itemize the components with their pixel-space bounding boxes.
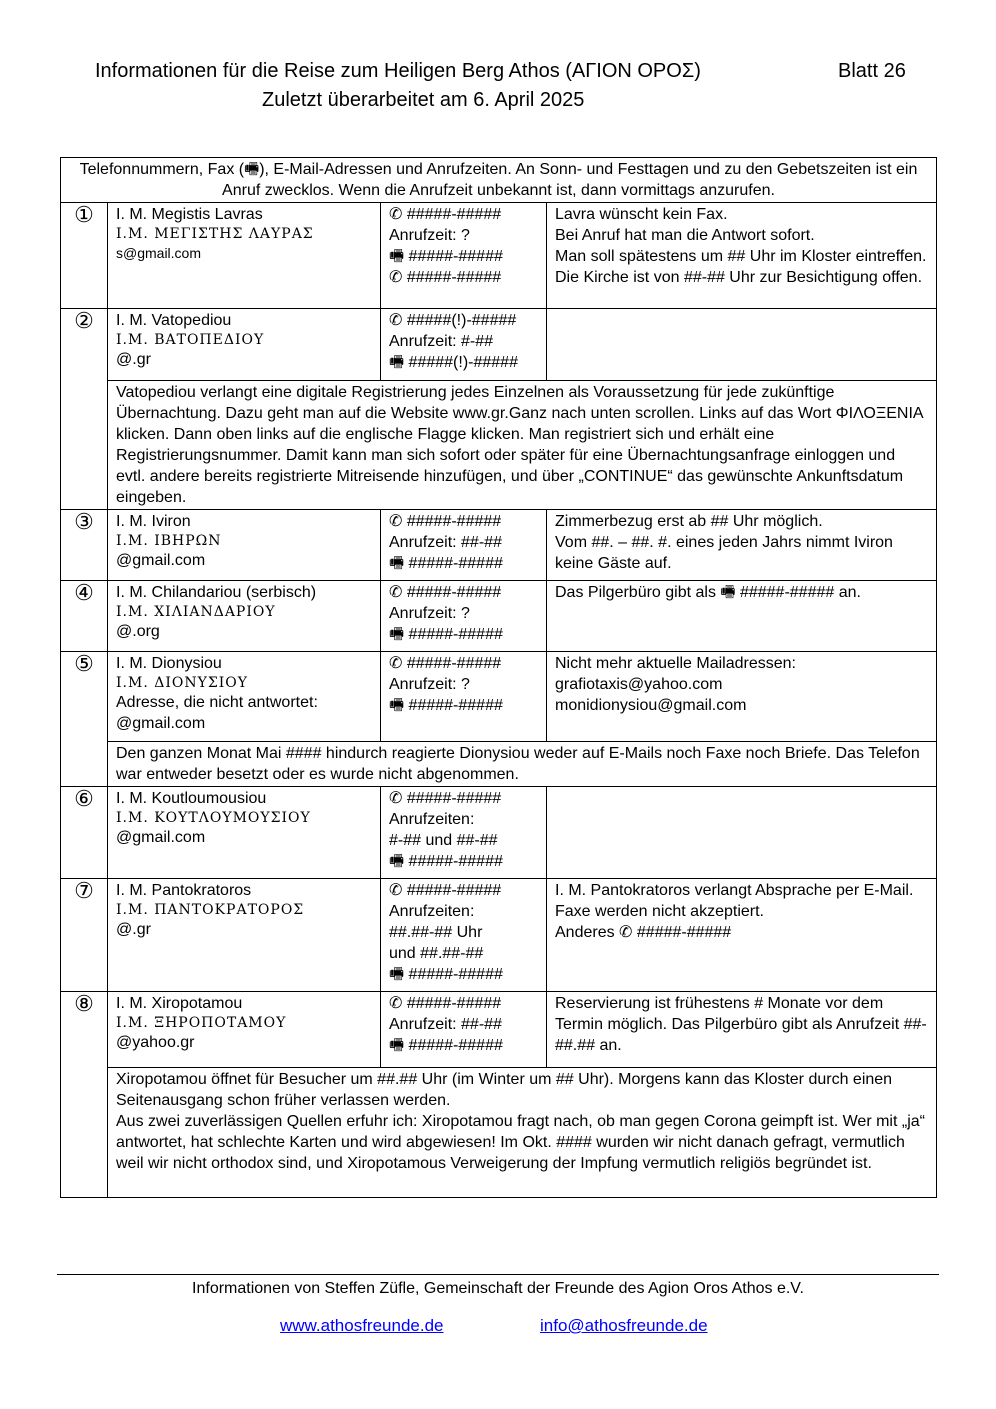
contact-line: ##.##-## Uhr bbox=[389, 924, 483, 941]
monastery-name-cell bbox=[108, 510, 381, 581]
contact-line: 🖷 #####-##### bbox=[389, 626, 503, 643]
note-line: monidionysiou@gmail.com bbox=[555, 697, 747, 714]
monastery-name: I. M. Chilandariou (serbisch) bbox=[116, 584, 317, 601]
row-number: ⑧ bbox=[61, 992, 108, 1198]
contact-line: Anrufzeit: ? bbox=[389, 227, 470, 244]
notes-cell bbox=[547, 787, 937, 879]
row-number: ① bbox=[61, 203, 108, 309]
contact-cell bbox=[381, 992, 547, 1068]
contact-line: ✆ #####-##### bbox=[389, 790, 502, 807]
monastery-row bbox=[61, 510, 937, 581]
note-line: Zimmerbezug erst ab ## Uhr möglich. bbox=[555, 513, 823, 530]
monastery-greek-name: Ι.Μ. ΠΑΝΤΟΚΡΑΤΟΡΟΣ bbox=[116, 902, 305, 918]
note-line: Bei Anruf hat man die Antwort sofort. bbox=[555, 227, 815, 244]
full-note-paragraph: Den ganzen Monat Mai #### hindurch reagierte Dionysiou weder auf E-Mails noch Faxe noch Briefe. Das Telefon war entweder besetzt oder es wurde nicht abgenommen. bbox=[116, 745, 920, 783]
email-address: @gmail.com bbox=[116, 829, 206, 846]
notes-cell bbox=[547, 510, 937, 581]
contact-cell bbox=[381, 787, 547, 879]
email-address: s@gmail.com bbox=[116, 245, 202, 261]
contact-line: ✆ #####-##### bbox=[389, 584, 502, 601]
contact-line: Anrufzeit: ##-## bbox=[389, 534, 502, 551]
monastery-name: I. M. Dionysiou bbox=[116, 655, 222, 672]
full-note-paragraph: Aus zwei zuverlässigen Quellen erfuhr ich: Xiropotamou fragt nach, ob man gegen Corona geimpft ist. Wer mit „ja“ antwortet, hat schlechte Karten und wird abgewiesen! Im Okt. #### wurden wir nicht danach gefragt, vermutlich weil wir nicht orthodox sind, und Xiropotamous Verweigerung der Impfung vermutlich religiös begründet ist. bbox=[116, 1113, 925, 1172]
contact-cell bbox=[381, 581, 547, 652]
page-number: Blatt 26 bbox=[838, 60, 906, 82]
note-line: Das Pilgerbüro gibt als 🖷 #####-##### an. bbox=[555, 584, 861, 601]
contact-line: 🖷 #####-##### bbox=[389, 555, 503, 572]
row-number: ⑦ bbox=[61, 879, 108, 992]
email-note: Adresse, die nicht antwortet: bbox=[116, 694, 318, 711]
contact-line: #-## und ##-## bbox=[389, 832, 498, 849]
contact-line: 🖷 #####-##### bbox=[389, 966, 503, 983]
full-note-paragraph: Vatopediou verlangt eine digitale Registrierung jedes Einzelnen als Voraussetzung für jede zukünftige Übernachtung. Dazu geht man auf die Website www.gr.Ganz nach unten scrollen. Links auf das Wort ΦΙΛΟΞΕΝΙΑ klicken. Dann oben links auf die englische Flagge klicken. Man registriert sich und erhält eine Registrierungsnummer. Damit kann man sich sofort oder später für eine Übernachtungsanfrage einloggen und evtl. andere bereits registrierte Mitreisende hinzufügen, und über „CONTINUE“ das gewünschte Ankunftsdatum eingeben. bbox=[116, 384, 923, 506]
notes-cell bbox=[547, 652, 937, 742]
page-title: Informationen für die Reise zum Heiligen Berg Athos (ΑΓΙΟΝ ΟΡΟΣ) bbox=[95, 60, 701, 82]
contact-line: Anrufzeiten: bbox=[389, 903, 475, 920]
full-note-paragraph: Xiropotamou öffnet für Besucher um ##.## Uhr (im Winter um ## Uhr). Morgens kann das Kloster durch einen Seitenausgang schon früher verlassen werden. bbox=[116, 1071, 893, 1109]
monastery-full-note bbox=[108, 381, 937, 510]
contact-line: ✆ #####-##### bbox=[389, 513, 502, 530]
monastery-greek-name: Ι.Μ. ΔΙΟΝΥΣΙΟΥ bbox=[116, 675, 248, 691]
monastery-full-note bbox=[108, 1068, 937, 1198]
monastery-name-cell bbox=[108, 203, 381, 309]
contact-line: ✆ #####-##### bbox=[389, 206, 502, 223]
contact-line: Anrufzeit: ? bbox=[389, 676, 470, 693]
monastery-row bbox=[61, 787, 937, 879]
note-line: Reservierung ist frühestens # Monate vor dem Termin möglich. Das Pilgerbüro gibt als Anrufzeit ##-##.## an. bbox=[555, 995, 927, 1054]
contact-cell bbox=[381, 879, 547, 992]
contact-line: und ##.##-## bbox=[389, 945, 484, 962]
monastery-row bbox=[61, 652, 937, 742]
page-subtitle: Zuletzt überarbeitet am 6. April 2025 bbox=[262, 89, 585, 111]
monastery-name: I. M. Iviron bbox=[116, 513, 191, 530]
monastery-row bbox=[61, 879, 937, 992]
monastery-greek-name: Ι.Μ. ΧΙΛΙΑΝΔΑΡΙΟΥ bbox=[116, 604, 276, 620]
email-address: @gmail.com bbox=[116, 715, 206, 732]
footer-text: Informationen von Steffen Züfle, Gemeinschaft der Freunde des Agion Oros Athos e.V. bbox=[192, 1280, 804, 1297]
monastery-note-row bbox=[61, 1068, 937, 1198]
monastery-name-cell bbox=[108, 309, 381, 381]
monastery-contact-table bbox=[60, 157, 937, 1198]
intro-row bbox=[61, 158, 937, 203]
note-line: grafiotaxis@yahoo.com bbox=[555, 676, 723, 693]
email-link[interactable]: info@athosfreunde.de bbox=[540, 1316, 708, 1335]
note-line: Nicht mehr aktuelle Mailadressen: bbox=[555, 655, 796, 672]
website-link[interactable]: www.athosfreunde.de bbox=[280, 1316, 444, 1335]
monastery-name: I. M. Xiropotamou bbox=[116, 995, 243, 1012]
monastery-row bbox=[61, 581, 937, 652]
email-address: @.org bbox=[116, 623, 160, 640]
monastery-greek-name: Ι.Μ. ΙΒΗΡΩΝ bbox=[116, 533, 222, 549]
contact-line: 🖷 #####-##### bbox=[389, 1037, 503, 1054]
monastery-greek-name: Ι.Μ. ΒΑΤΟΠΕΔΙΟΥ bbox=[116, 332, 265, 348]
monastery-name-cell bbox=[108, 652, 381, 742]
row-number: ⑥ bbox=[61, 787, 108, 879]
monastery-name-cell bbox=[108, 787, 381, 879]
monastery-name-cell bbox=[108, 879, 381, 992]
contact-line: ✆ #####-##### bbox=[389, 882, 502, 899]
monastery-name: I. M. Pantokratoros bbox=[116, 882, 252, 899]
notes-cell bbox=[547, 309, 937, 381]
contact-cell bbox=[381, 309, 547, 381]
contact-line: 🖷 #####-##### bbox=[389, 697, 503, 714]
contact-cell bbox=[381, 203, 547, 309]
contact-cell bbox=[381, 510, 547, 581]
row-number: ⑤ bbox=[61, 652, 108, 787]
monastery-greek-name: Ι.Μ. ΜΕΓΙΣΤΗΣ ΛΑΥΡΑΣ bbox=[116, 226, 314, 242]
email-address: @.gr bbox=[116, 351, 151, 368]
contact-line: Anrufzeit: ? bbox=[389, 605, 470, 622]
monastery-greek-name: Ι.Μ. ΞΗΡΟΠΟΤΑΜΟΥ bbox=[116, 1015, 287, 1031]
note-line: Anderes ✆ #####-##### bbox=[555, 924, 732, 941]
monastery-name-cell bbox=[108, 581, 381, 652]
monastery-name-cell bbox=[108, 992, 381, 1068]
monastery-full-note bbox=[108, 742, 937, 787]
contact-line: 🖷 #####-##### bbox=[389, 248, 503, 265]
row-number: ③ bbox=[61, 510, 108, 581]
contact-line: Anrufzeiten: bbox=[389, 811, 475, 828]
monastery-name: I. M. Megistis Lavras bbox=[116, 206, 263, 223]
footer-divider bbox=[57, 1274, 939, 1275]
email-address: @yahoo.gr bbox=[116, 1034, 195, 1051]
monastery-greek-name: Ι.Μ. ΚΟΥΤΛΟΥΜΟΥΣΙΟΥ bbox=[116, 810, 311, 826]
notes-cell bbox=[547, 581, 937, 652]
contact-cell bbox=[381, 652, 547, 742]
email-address: @.gr bbox=[116, 921, 151, 938]
notes-cell bbox=[547, 203, 937, 309]
contact-line: Anrufzeit: #-## bbox=[389, 333, 494, 350]
monastery-row bbox=[61, 309, 937, 381]
contact-line: 🖷 #####(!)-##### bbox=[389, 354, 518, 371]
notes-cell bbox=[547, 879, 937, 992]
notes-cell bbox=[547, 992, 937, 1068]
email-address: @gmail.com bbox=[116, 552, 206, 569]
contact-line: ✆ #####-##### bbox=[389, 655, 502, 672]
contact-line: 🖷 #####-##### bbox=[389, 853, 503, 870]
intro-text: Telefonnummern, Fax (🖷), E-Mail-Adressen und Anrufzeiten. An Sonn- und Festtagen und zu den Gebetszeiten ist ein Anruf zwecklos. Wenn die Anrufzeit unbekannt ist, dann vormittags anzurufen. bbox=[61, 158, 937, 203]
monastery-row bbox=[61, 203, 937, 309]
note-line: I. M. Pantokratoros verlangt Absprache per E-Mail. bbox=[555, 882, 914, 899]
monastery-row bbox=[61, 992, 937, 1068]
monastery-name: I. M. Vatopediou bbox=[116, 312, 232, 329]
note-line: Man soll spätestens um ## Uhr im Kloster eintreffen. Die Kirche ist von ##-## Uhr zur Besichtigung offen. bbox=[555, 248, 927, 286]
contact-line: ✆ #####-##### bbox=[389, 269, 502, 286]
contact-line: ✆ #####-##### bbox=[389, 995, 502, 1012]
contact-line: Anrufzeit: ##-## bbox=[389, 1016, 502, 1033]
monastery-note-row bbox=[61, 742, 937, 787]
monastery-name: I. M. Koutloumousiou bbox=[116, 790, 267, 807]
monastery-note-row bbox=[61, 381, 937, 510]
contact-line: ✆ #####(!)-##### bbox=[389, 312, 517, 329]
row-number: ② bbox=[61, 309, 108, 510]
note-line: Lavra wünscht kein Fax. bbox=[555, 206, 728, 223]
row-number: ④ bbox=[61, 581, 108, 652]
note-line: Faxe werden nicht akzeptiert. bbox=[555, 903, 764, 920]
note-line: Vom ##. – ##. #. eines jeden Jahrs nimmt Iviron keine Gäste auf. bbox=[555, 534, 893, 572]
